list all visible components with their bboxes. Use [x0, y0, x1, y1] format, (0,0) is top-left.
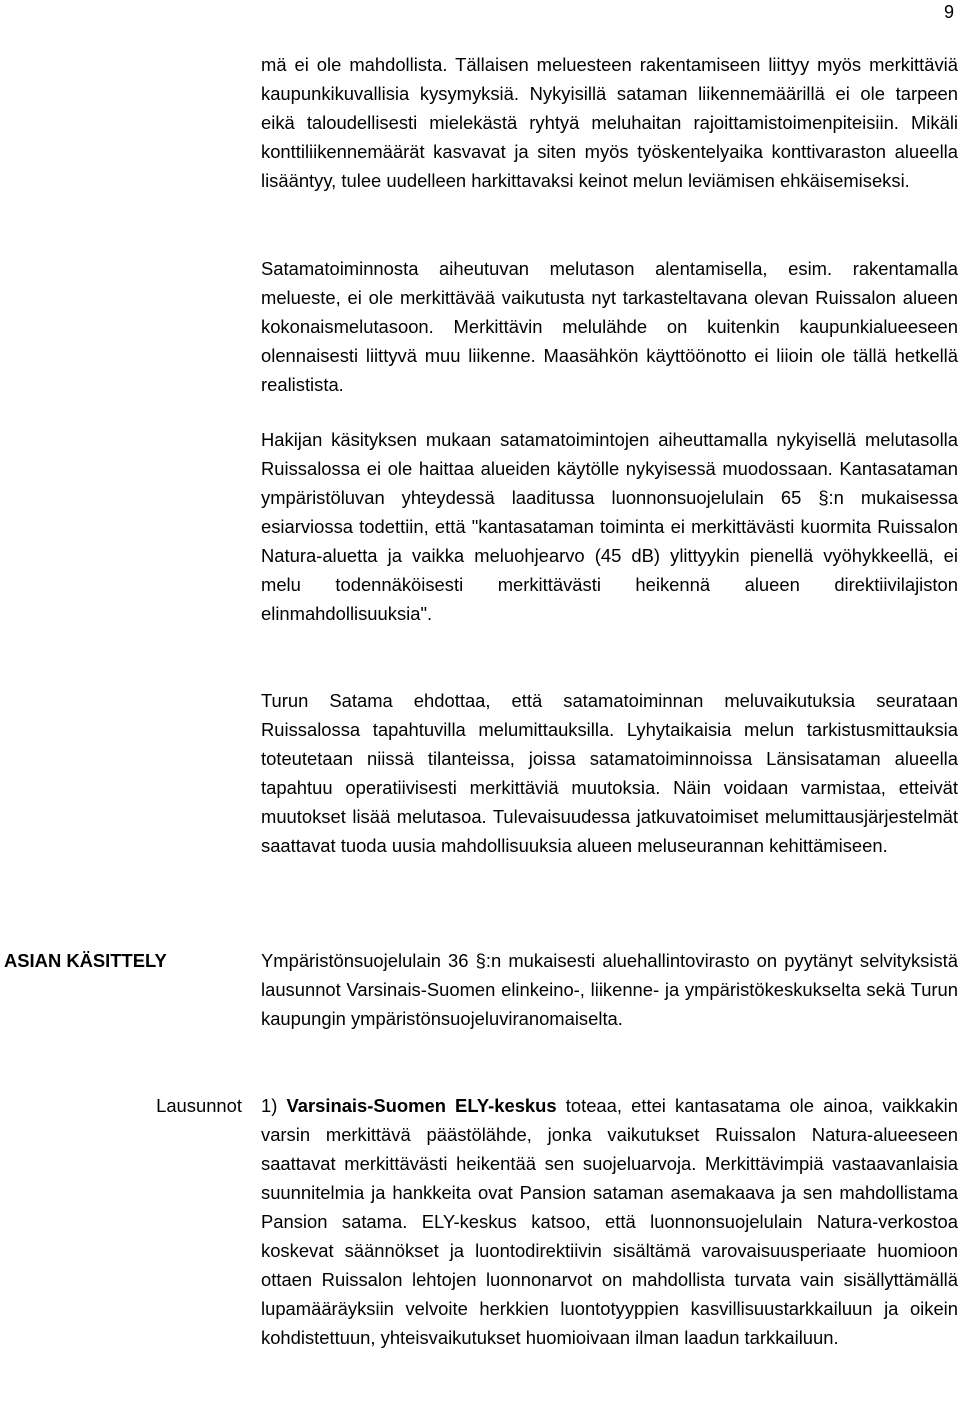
paragraph-noise-measures	[261, 50, 958, 195]
statement-number: 1)	[261, 1095, 287, 1116]
paragraph-noise-reduction	[261, 254, 958, 399]
section-heading-lausunnot: Lausunnot	[156, 1095, 242, 1116]
page-number: 9	[943, 2, 954, 22]
paragraph-text	[261, 1091, 958, 1352]
paragraph-noise-monitoring	[261, 686, 958, 860]
paragraph-text: Turun Satama ehdottaa, että satamatoiminnan meluvaikutuksia seurataan Ruissalossa tapahtuvilla melumittauksilla. Lyhytaikaisia melun tarkistusmittauksia toteutetaan niissä tilanteissa, joissa satamatoiminnoissa Länsisataman alueella tapahtuu operatiivisesti merkittäviä muutoksia. Näin voidaan varmistaa, etteivät muutokset lisää melutasoa. Tulevaisuudessa jatkuvatoimiset melumittausjärjestelmät saattavat tuoda uusia mahdollisuuksia alueen meluseurannan kehittämiseen.	[261, 690, 958, 856]
paragraph-text: mä ei ole mahdollista. Tällaisen meluesteen rakentamiseen liittyy myös merkittäviä kaupunkikuvallisia kysymyksiä. Nykyisillä sataman liikennemäärillä ei ole tarpeen eikä taloudellisesti mielekästä ryhtyä meluhaitan rajoittamistoimenpiteisiin. Mikäli konttiliikennemäärät kasvavat ja siten myös työskentelyaika konttivaraston alueella lisääntyy, tulee uudelleen harkittavaksi keinot melun leviämisen ehkäisemiseksi.	[261, 54, 958, 191]
paragraph-statements-requested	[261, 946, 958, 1033]
section-heading-asian-kasittely: ASIAN KÄSITTELY	[4, 950, 167, 971]
paragraph-text: Ympäristönsuojelulain 36 §:n mukaisesti aluehallintovirasto on pyytänyt selvityksistä lausunnot Varsinais-Suomen elinkeino-, liikenne- ja ympäristökeskukselta sekä Turun kaupungin ympäristönsuojeluviranomaiselta.	[261, 950, 958, 1029]
paragraph-text: Hakijan käsityksen mukaan satamatoimintojen aiheuttamalla nykyisellä melutasolla Ruissalossa ei ole haittaa alueiden käytölle nykyisessä muodossaan. Kantasataman ympäristöluvan yhteydessä laaditussa luonnonsuojelulain 65 §:n mukaisessa esiarviossa todettiin, että "kantasataman toiminta ei merkittävästi kuormita Ruissalon Natura-aluetta ja vaikka meluohjearvo (45 dB) ylittyykin pienellä vyöhykkeellä, ei melu todennäköisesti merkittävästi heikennä alueen direktiivilajiston elinmahdollisuuksia".	[261, 429, 958, 624]
paragraph-ely-statement	[261, 1091, 958, 1352]
paragraph-applicant-view	[261, 425, 958, 628]
statement-author: Varsinais-Suomen ELY-keskus	[286, 1095, 557, 1116]
statement-body: toteaa, ettei kantasatama ole ainoa, vaikkakin varsin merkittävä päästölähde, jonka vaikutukset Ruissalon Natura-alueeseen saattavat merkittävästi heikentää sen suojeluarvoja. Merkittävimpiä vastaavanlaisia suunnitelmia ja hankkeita ovat Pansion sataman asemakaava ja sen mahdollistama Pansion satama. ELY-keskus katsoo, että luonnonsuojelulain Natura-verkostoa koskevat säännökset ja luontodirektiivin sisältämä varovaisuusperiaate huomioon ottaen Ruissalon lehtojen luonnonarvot on mahdollista turvata vain sisällyttämällä lupamääräyksiin velvoite herkkien luontotyyppien kasvillisuustarkkailuun ja oikein kohdistettuun, yhteisvaikutukset huomioivaan ilman laadun tarkkailuun.	[261, 1095, 958, 1348]
paragraph-text: Satamatoiminnosta aiheutuvan melutason alentamisella, esim. rakentamalla melueste, ei ole merkittävää vaikutusta nyt tarkasteltavana olevan Ruissalon alueen kokonaismelutasoon. Merkittävin melulähde on kuitenkin kaupunkialueeseen olennaisesti liittyvä muu liikenne. Maasähkön käyttöönotto ei liioin ole tällä hetkellä realistista.	[261, 258, 958, 395]
